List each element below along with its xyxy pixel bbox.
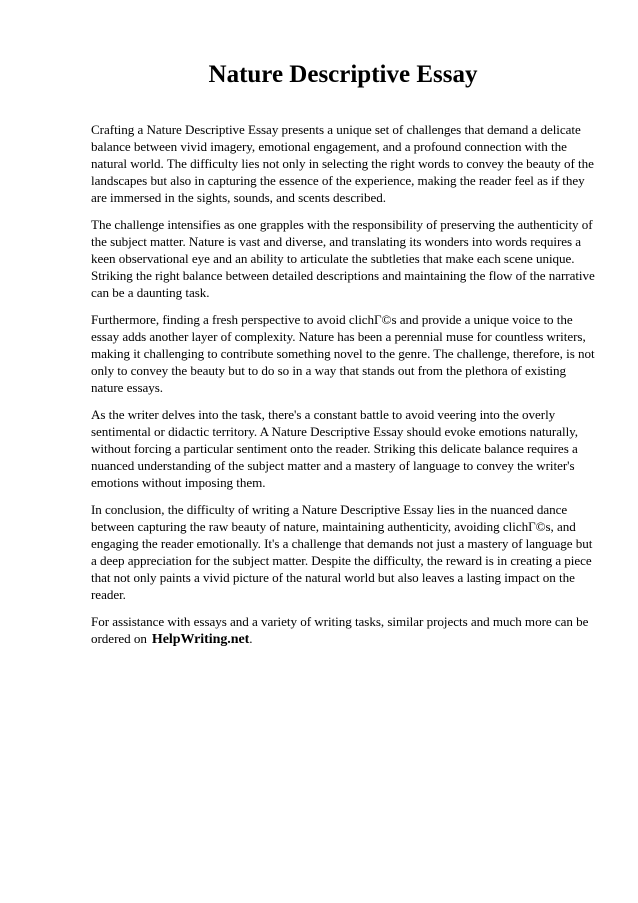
closing-suffix: . <box>249 631 253 647</box>
helpwriting-link[interactable]: HelpWriting.net <box>151 632 250 648</box>
paragraph-4: As the writer delves into the task, there's a constant battle to avoid veering into the overly sentimental or didactic territory. A Nature Descriptive Essay should evoke emotions naturally, without forcing a particular sentiment onto the reader. Striking this delicate balance requires a nuanced understanding of the subject matter and a mastery of language to convey the writer's emotions without imposing them. <box>91 406 579 491</box>
paragraph-1: Crafting a Nature Descriptive Essay presents a unique set of challenges that demand a delicate balance between vivid imagery, emotional engagement, and a profound connection with the natural world. The difficulty lies not only in selecting the right words to convey the beauty of the landscapes but also in capturing the essence of the experience, making the reader feel as if they are immersed in the sights, sounds, and scents described. <box>91 122 594 206</box>
document-body <box>91 121 601 658</box>
paragraph-2: The challenge intensifies as one grapples with the responsibility of preserving the authenticity of the subject matter. Nature is vast and diverse, and translating its wonders into words requires a keen observational eye and an ability to articulate the subtleties that make each scene unique. Striking the right balance between detailed descriptions and maintaining the flow of the narrative can be a daunting task. <box>91 216 595 301</box>
paragraph-5: In conclusion, the difficulty of writing a Nature Descriptive Essay lies in the nuanced dance between capturing the raw beauty of nature, maintaining authenticity, avoiding clichГ©s, and engaging the reader emotionally. It's a challenge that demands not just a mastery of language but a deep appreciation for the subject matter. Despite the difficulty, the reward is in creating a piece that not only paints a vivid picture of the natural world but also leaves a lasting impact on the reader. <box>91 501 593 603</box>
closing-paragraph <box>91 613 601 648</box>
closing-text: For assistance with essays and a variety of writing tasks, similar projects and much more can be ordered on <box>91 613 589 647</box>
paragraph-3: Furthermore, finding a fresh perspective to avoid clichГ©s and provide a unique voice to the essay adds another layer of complexity. Nature has been a perennial muse for countless writers, making it challenging to contribute something novel to the genre. The challenge, therefore, is not only to convey the beauty but to do so in a way that stands out from the plethora of existing nature essays. <box>91 311 595 396</box>
document-title: Nature Descriptive Essay <box>208 61 478 88</box>
